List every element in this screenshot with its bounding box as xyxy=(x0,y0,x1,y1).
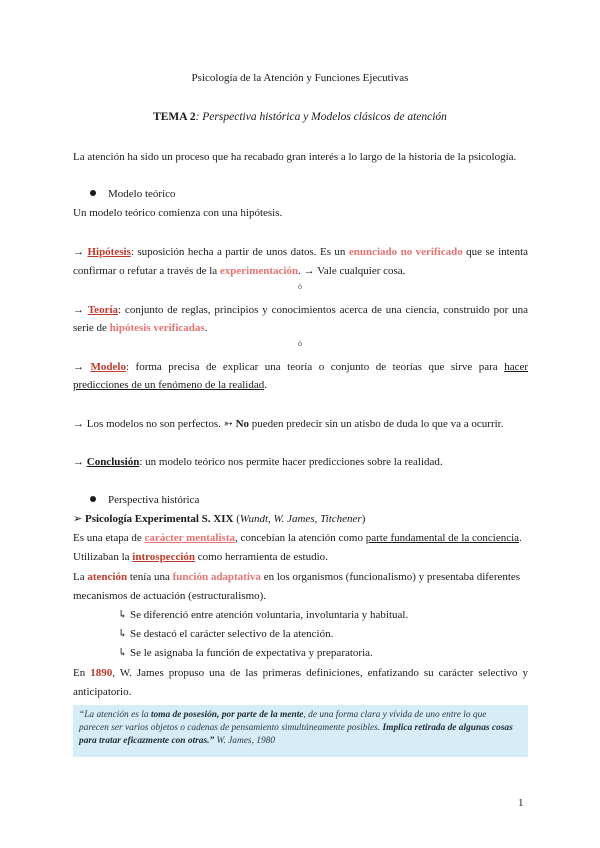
hipotesis-line2: confirmar o refutar a través de la experimentación. → Vale cualquier cosa. xyxy=(73,265,406,277)
arrow-icon: → xyxy=(73,246,84,258)
paragraph-james-line2: anticipatorio. xyxy=(73,686,132,698)
teoria-term: Teoría xyxy=(87,304,119,316)
sub-item-3: ↳ Se le asignaba la función de expectativa y preparatoria. xyxy=(118,647,373,659)
bullet-perspectiva-historica: Perspectiva histórica xyxy=(90,493,545,507)
modelo-term: Modelo xyxy=(90,361,126,373)
experimentacion-highlight: experimentación xyxy=(219,265,299,277)
separator-symbol: ö xyxy=(298,282,302,291)
modelos-perfectos-line: → Los modelos no son perfectos. ➳ No pueden predecir sin un atisbo de duda lo que va a ocurrir. xyxy=(73,418,504,430)
topic-title xyxy=(0,110,600,124)
section-heading-psicologia-experimental: ➢ Psicología Experimental S. XIX (Wundt, W. James, Titchener) xyxy=(73,513,366,525)
james-quote-box: “La atención es la toma de posesión, por parte de la mente, de una forma clara y vívida de uno entre lo que parecen ser varios objetos o cadenas de pensamiento simultáneamente posibles. Implica retirada de algunas cosas para tratar eficazmente con otras.” W. James, 1980 xyxy=(73,705,528,757)
document-header: Psicología de la Atención y Funciones Ejecutivas xyxy=(191,72,409,84)
modelo-line2: predicciones de un fenómeno de la realidad. xyxy=(73,379,267,391)
arrow-icon: → xyxy=(73,361,84,373)
conclusion-term: Conclusión xyxy=(86,456,140,468)
paragraph-atencion-line2: mecanismos de actuación (estructuralismo). xyxy=(73,590,267,602)
paragraph-atencion-line1: La atención tenía una función adaptativa en los organismos (funcionalismo) y presentaba diferentes xyxy=(73,571,521,583)
hipotesis-highlight: enunciado no verificado xyxy=(348,246,463,258)
hipotesis-line1: → Hipótesis: suposición hecha a partir de unos datos. Es un enunciado no verificado que se intenta xyxy=(73,246,529,258)
separator-symbol: ö xyxy=(298,339,302,348)
arrow-icon: → xyxy=(73,304,84,316)
bullet-modelo-teorico: Modelo teórico xyxy=(90,187,545,201)
hipotesis-verificadas-highlight: hipótesis verificadas xyxy=(109,322,205,334)
paragraph-introspeccion: Utilizaban la introspección como herramienta de estudio. xyxy=(73,551,328,563)
modelo-teorico-line: Un modelo teórico comienza con una hipótesis. xyxy=(73,207,283,219)
teoria-line2: serie de hipótesis verificadas. xyxy=(73,322,208,334)
bullet-dot-icon xyxy=(90,496,96,502)
teoria-line1: → Teoría: conjunto de reglas, principios y conocimientos acerca de una ciencia, construido por una xyxy=(73,304,528,316)
page-number: 1 xyxy=(518,797,524,809)
arrow-icon: → xyxy=(73,456,84,468)
modelo-line1: → Modelo: forma precisa de explicar una teoría o conjunto de teorías que sirve para hacer xyxy=(73,361,528,373)
intro-paragraph: La atención ha sido un proceso que ha recabado gran interés a lo largo de la historia de la psicología. xyxy=(73,151,517,163)
conclusion-line: → Conclusión: un modelo teórico nos permite hacer predicciones sobre la realidad. xyxy=(73,456,443,468)
topic-subtitle: : Perspectiva histórica y Modelos clásicos de atención xyxy=(195,111,447,123)
arrowhead-icon: ➢ xyxy=(73,513,85,525)
sub-item-2: ↳ Se destacó el carácter selectivo de la atención. xyxy=(118,628,334,640)
topic-label: TEMA 2 xyxy=(153,111,196,123)
bullet-dot-icon xyxy=(90,190,96,196)
sub-item-1: ↳ Se diferenció entre atención voluntaria, involuntaria y habitual. xyxy=(118,609,409,621)
paragraph-james-line1: En 1890, W. James propuso una de las primeras definiciones, enfatizando su carácter selectivo y xyxy=(73,667,528,679)
paragraph-etapa: Es una etapa de carácter mentalista, concebían la atención como parte fundamental de la conciencia. xyxy=(73,532,522,544)
hipotesis-term: Hipótesis xyxy=(87,246,131,258)
